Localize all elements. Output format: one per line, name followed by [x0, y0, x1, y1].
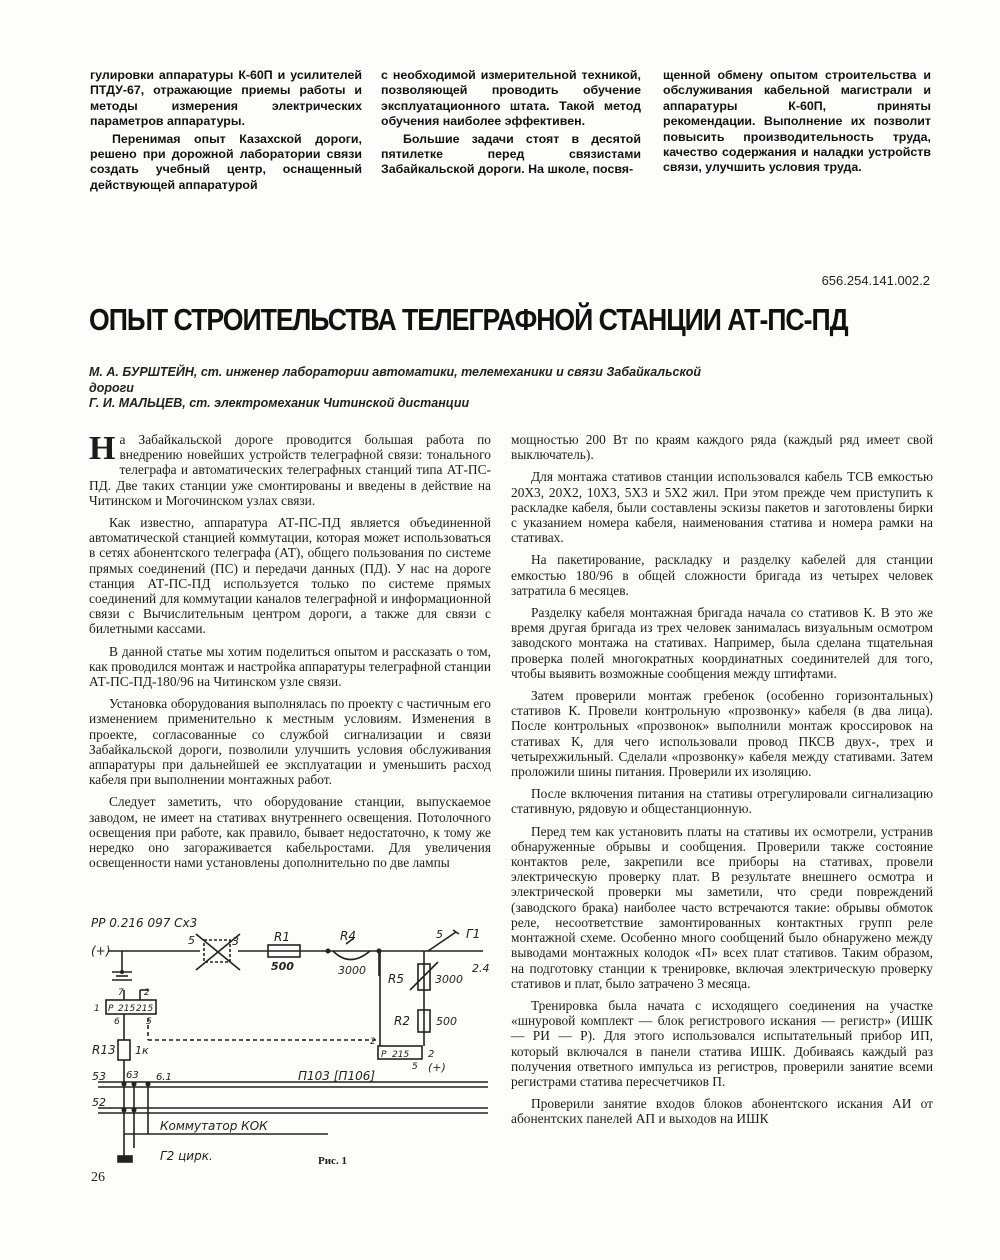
fig-plus-left: (+) [91, 944, 111, 958]
body-paragraph: Затем проверили монтаж гребенок (особенно горизонтальных) стативов К. Провели контрольную «прозвонку» кабеля (в два лица). После контрольных «прозвонок» выполнили монтаж кроссировок на стативах К, для чего использовали провод ПКСВ двух-, трех и четырехжильный. Сделали «прозвонку» кабеля между стативами. Затем проложили шины питания. Проверили их изоляцию. [511, 688, 933, 780]
fig-n3: 3 [232, 935, 239, 948]
fig-r2: R2 [394, 1014, 410, 1028]
fig-relay-r-b: 215 [392, 1050, 410, 1060]
fig-relay-l-pin7: 7 [118, 988, 124, 998]
body-paragraph: После включения питания на стативы отрегулировали сигнализацию стативную, рядовую и общестанционную. [511, 786, 933, 817]
body-paragraph: Следует заметить, что оборудование станции, выпускаемое заводом, не имеет на стативах внутреннего освещения. Потолочного освещения при работе, как правило, бывает недостаточно, к тому же нередко оно загораживается кабельростами. Для увеличения освещенности нами установлены дополнительно по две лампы [89, 794, 491, 871]
fig-r13-val: 1к [135, 1044, 149, 1057]
circuit-diagram [88, 912, 503, 1174]
author-line: Г. И. МАЛЬЦЕВ, ст. электромеханик Читинской дистанции [89, 396, 470, 410]
body-paragraph: На пакетирование, раскладку и разделку кабелей для станции емкостью 180/96 в общей сложности бригада из четырех человек затратила 6 месяцев. [511, 552, 933, 598]
lead-paragraph [89, 432, 491, 508]
top-column-2 [381, 68, 641, 179]
udc-code: 656.254.141.002.2 [821, 273, 930, 288]
fig-relay-l-c: 215 [136, 1004, 154, 1014]
drop-cap: Н [89, 430, 116, 467]
top-paragraph: Большие задачи стоят в десятой пятилетке перед связистами Забайкальской дороги. На школе, посвя- [381, 131, 641, 177]
fig-n61: 6.1 [156, 1072, 172, 1083]
fig-relay-r-pin5: 5 [412, 1062, 418, 1072]
fig-n63: 63 [126, 1070, 139, 1081]
left-body-column [89, 432, 491, 877]
fig-n5a: 5 [188, 934, 195, 947]
fig-plus-right: (+) [428, 1061, 446, 1074]
body-paragraph: Как известно, аппаратура АТ-ПС-ПД является объединенной автоматической станцией коммутации, которая может использоваться в сетях абонентского телеграфа (АТ), общего пользования по системе прямых соединений (ПС) и передачи данных (ПД). У нас на дороге станция АТ-ПС-ПД используется только по системе прямых соединений для коммутации каналов телеграфной и информационной связи с Вычислительным центром дороги, а также для связи с билетными кассами. [89, 515, 491, 637]
body-paragraph: Перед тем как установить платы на стативы их осмотрели, устранив обнаруженные обрывы и сообщения. Проверили также состояние контактов реле, закрепили все приборы на стативах, провели электрическую проверку плат. В результате внешнего осмотра и электрической проверки мы заметили, что среди повреждений (заводского брака) наиболее часто встречаются такие: обрывы обмоток реле, несоответствие замонтированных контактных групп реле монтажной схеме. Особенно много сообщений было обнаружено между выводами монтажных колодок «П» всех плат стативов. Таким образом, на подготовку станции к тренировке, включая электрическую проверку стативов и плат, было затрачено 3 месяца. [511, 823, 933, 991]
top-paragraph: с необходимой измерительной техникой, позволяющей проводить обучение эксплуатационного штата. Такой метод обучения наиболее эффективен. [381, 68, 641, 129]
circuit-figure [88, 912, 503, 1174]
fig-relay-r-pin2: 2 [370, 1037, 376, 1047]
fig-relay-r-a: Р [381, 1050, 387, 1060]
top-paragraph: щенной обмену опытом строительства и обслуживания кабельной магистрали и аппаратуры К-60П, приняты рекомендации. Выполнение их позволит повысить производительность труда, качество содержания и наладки устройств связи, улучшить условия труда. [663, 68, 931, 175]
fig-relay-l-pin1: 1 [94, 1004, 100, 1014]
body-paragraph: Установка оборудования выполнялась по проекту с частичным его изменением применительно к местным условиям. Изменения в проекте, согласованные со службой сигнализации и связи Забайкальской дороги, позволили улучшить условия обслуживания аппаратуры при дальнейшей ее эксплуатации и уменьшить расход кабеля при выполнении монтажных работ. [89, 696, 491, 788]
body-paragraph: Проверили занятие входов блоков абонентского искания АИ от абонентских панелей АП и выходов на ИШК [511, 1096, 933, 1127]
fig-relay-l-pin2: 2 [144, 988, 150, 998]
fig-ref: РР 0.216 097 Сх3 [91, 916, 198, 930]
fig-relay-l-b: 215 [118, 1004, 136, 1014]
figure-caption: Рис. 1 [318, 1155, 347, 1167]
fig-r13: R13 [92, 1043, 116, 1057]
fig-g2: Г2 цирк. [160, 1149, 213, 1163]
fig-relay-l-pin5: 5 [146, 1017, 152, 1027]
fig-r5: R5 [388, 972, 404, 986]
body-paragraph: Для монтажа стативов станции использовался кабель ТСВ емкостью 20Х3, 20Х2, 10Х3, 5Х3 и 5Х2 жил. При этом прежде чем приступить к раскладке кабеля, были составлены эскизы пакетов и заготовлены бирки с указанием номера кабеля, наименования статива и номера рамки на стативах. [511, 469, 933, 546]
fig-n5b: 5 [436, 928, 443, 941]
r13-resistor [118, 1040, 130, 1060]
fig-r1-val: 500 [271, 960, 294, 973]
fig-r4-val: 3000 [338, 964, 366, 977]
fig-r1: R1 [274, 930, 290, 944]
body-paragraph: В данной статье мы хотим поделиться опытом и рассказать о том, как проводился монтаж и настройка аппаратуры телеграфной станции АТ-ПС-ПД-180/96 на Читинском узле связи. [89, 643, 491, 690]
fig-r4: R4 [340, 929, 356, 943]
lead-text: а Забайкальской дороге проводится большая работа по внедрению новейших устройств телеграфной связи: тонального телеграфа и автоматических телеграфных станций типа АТ-ПС-ПД. Две таких станции уже смонтированы и введены в действие на Читинском и Могочинском узлах связи. [89, 432, 491, 508]
body-paragraph: мощностью 200 Вт по краям каждого ряда (каждый ряд имеет свой выключатель). [511, 432, 933, 463]
fig-r2-val: 500 [436, 1015, 457, 1028]
top-paragraph: гулировки аппаратуры К-60П и усилителей ПТДУ-67, отражающие приемы работы и методы измерения электрических параметров аппаратуры. [90, 68, 362, 129]
top-paragraph: Перенимая опыт Казахской дороги, решено при дорожной лаборатории связи создать учебный центр, оснащенный действующей аппаратурой [90, 131, 362, 192]
fig-g1-num: 2.4 [472, 962, 490, 975]
top-column-3 [663, 68, 931, 177]
fig-commutator: Коммутатор КОК [160, 1119, 268, 1133]
page-number: 26 [91, 1170, 105, 1185]
top-column-1 [90, 68, 362, 194]
fig-bus52: 52 [92, 1096, 106, 1109]
fig-relay-r-c: 2 [428, 1049, 435, 1060]
article-title: ОПЫТ СТРОИТЕЛЬСТВА ТЕЛЕГРАФНОЙ СТАНЦИИ АТ-ПС-ПД [89, 302, 848, 337]
fig-g1: Г1 [466, 927, 481, 941]
fig-bus53: 53 [92, 1070, 106, 1083]
right-body-column [511, 432, 933, 1134]
body-paragraph: Тренировка была начата с исходящего соединения на участке «шнуровой комплект — блок регистрового искания — регистр» (ИШК — РИ — Р). Для этого использовался испытательный прибор ИП, который включался в панели статива ИШК. Добиваясь каждый раз получения ответного импульса из регистров, проверили занятие всеми регистрами статива пересчетчиков П. [511, 997, 933, 1089]
author-line: М. А. БУРШТЕЙН, ст. инженер лаборатории автоматики, телемеханики и связи Забайкальской дороги [89, 365, 702, 395]
fig-bus-label: П103 [П106] [298, 1069, 376, 1083]
body-paragraph: Разделку кабеля монтажная бригада начала со стативов К. В это же время другая бригада из трех человек занималась визуальным осмотром заводского монтажа на стативах. Например, была сделана тщательная проверка полей многократных координатных соединителей для того, чтобы выявить возможные сообщения между штифтами. [511, 605, 933, 681]
r4-resistor [333, 951, 370, 960]
fig-relay-l-pin6: 6 [114, 1017, 120, 1027]
fig-r5-val: 3000 [435, 973, 463, 986]
fig-relay-l-a: Р [108, 1004, 114, 1014]
authors [89, 365, 729, 412]
